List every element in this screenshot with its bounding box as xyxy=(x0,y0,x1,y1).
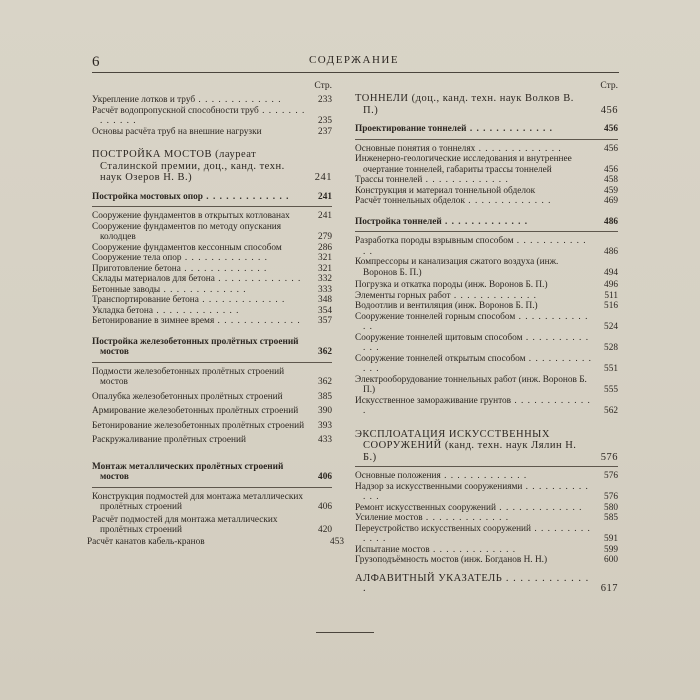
toc-entry-title: Транспортирование бетона . . . xyxy=(100,295,332,306)
toc-entry-title: Постройка мостовых опор . . . xyxy=(100,192,332,203)
toc-section-entry xyxy=(355,429,618,464)
toc-entry-page: 511 xyxy=(604,290,618,301)
toc-entry-page: 524 xyxy=(604,322,618,332)
toc-entry-page: 348 xyxy=(318,295,332,305)
toc-entry-title: Сооружение фундаментов кессонным способом xyxy=(92,242,282,253)
toc-entry-page: 321 xyxy=(318,253,332,263)
toc-entry-title: АЛФАВИТНЫЙ УКАЗАТЕЛЬ . . . xyxy=(363,574,618,595)
toc-entry xyxy=(92,127,332,138)
toc-entry-title: Армирование железобетонных пролётных строений xyxy=(92,406,299,416)
toc-entry xyxy=(355,354,618,375)
toc-entry-page: 516 xyxy=(604,301,618,311)
toc-entry-page: 420 xyxy=(318,525,332,535)
toc-entry-page: 456 xyxy=(604,164,618,175)
toc-entry xyxy=(355,333,618,354)
toc-entry xyxy=(355,513,618,524)
section-rule xyxy=(355,231,618,232)
toc-entry-page: 332 xyxy=(318,274,332,284)
toc-entry xyxy=(355,301,618,312)
toc-entry-page: 333 xyxy=(318,284,332,295)
toc-entry-page: 576 xyxy=(600,451,618,463)
toc-entry-title: Бетонные заводы . . . xyxy=(100,285,332,296)
page-column-label: Стр. xyxy=(600,81,618,91)
toc-entry-title: Приготовление бетона . . . xyxy=(100,264,332,275)
toc-entry-page: 562 xyxy=(604,406,618,416)
toc-entry-title: Конструкция и материал тоннельной обделок xyxy=(355,185,536,196)
toc-entry-title: Склады материалов для бетона . . . xyxy=(100,274,332,285)
toc-entry-page: 494 xyxy=(604,267,618,278)
toc-entry-page: 241 xyxy=(318,211,332,221)
toc-entry-title: Водоотлив и вентиляция (инж. Воронов Б. П.) xyxy=(355,301,538,311)
toc-entry-title: Сооружение фундаментов в открытых котлованах xyxy=(92,211,290,221)
toc-entry-title: Проектирование тоннелей . . . xyxy=(363,124,618,135)
toc-entry-page: 599 xyxy=(604,544,618,555)
toc-entry-title: Расчёт тоннельных обделок . . . xyxy=(363,196,618,207)
toc-entry-title: Бетонирование в зимнее время . . . xyxy=(100,316,332,327)
toc-entry xyxy=(92,316,332,327)
toc-entry-title: Постройка железобетонных пролётных строений мостов xyxy=(92,336,299,357)
toc-entry-title: Сооружение тоннелей открытым способом . . . xyxy=(363,354,618,375)
toc-entry-page: 456 xyxy=(604,143,618,154)
toc-section-entry xyxy=(355,574,618,595)
toc-entry xyxy=(92,285,332,296)
footer-rule xyxy=(316,632,374,633)
toc-entry-page: 453 xyxy=(330,536,344,547)
toc-entry-title: Монтаж металлических пролётных строений мостов xyxy=(92,461,284,482)
toc-entry-title: Сооружение тела опор . . . xyxy=(100,253,332,264)
toc-entry-title: Грузоподъёмность мостов (инж. Богданов Н. Н.) xyxy=(355,555,548,565)
toc-entry-page: 235 xyxy=(318,116,332,126)
toc-entry xyxy=(92,492,332,513)
toc-entry-page: 576 xyxy=(604,471,618,481)
page-title: СОДЕРЖАНИЕ xyxy=(308,54,400,66)
toc-entry-page: 321 xyxy=(318,263,332,274)
toc-entry-title: Сооружение тоннелей горным способом . . . xyxy=(363,312,618,333)
toc-entry-page: 496 xyxy=(604,280,618,290)
toc-entry xyxy=(92,264,332,275)
toc-entry-title: Опалубка железобетонных пролётных строений xyxy=(92,391,283,402)
toc-entry-title: Основы расчёта труб на внешние нагрузки xyxy=(92,126,262,137)
toc-entry xyxy=(92,211,332,222)
toc-entry xyxy=(355,482,618,503)
toc-entry xyxy=(92,274,332,285)
toc-entry-title: Укладка бетона . . . xyxy=(100,306,332,317)
section-rule xyxy=(355,139,618,140)
toc-entry-title: Электрооборудование тоннельных работ (инж. Воронов Б. П.) xyxy=(355,374,587,395)
toc-entry-page: 576 xyxy=(604,492,618,502)
toc-chapter-entry xyxy=(355,217,618,228)
toc-entry-page: 459 xyxy=(604,185,618,196)
page-number: 6 xyxy=(92,54,100,70)
toc-entry xyxy=(355,291,618,302)
toc-entry-page: 241 xyxy=(318,191,332,202)
toc-entry-page: 469 xyxy=(604,196,618,206)
toc-entry xyxy=(355,503,618,514)
toc-entry-title: ПОСТРОЙКА МОСТОВ (лауреат Сталинской премии, доц., канд. техн. наук Озеров Н. В.) xyxy=(92,149,285,183)
toc-entry xyxy=(92,222,332,243)
toc-entry-page: 551 xyxy=(604,364,618,374)
toc-chapter-entry xyxy=(92,192,332,203)
toc-entry-page: 555 xyxy=(604,385,618,395)
toc-entry xyxy=(92,95,332,106)
toc-entry-page: 357 xyxy=(318,316,332,326)
toc-entry-page: 458 xyxy=(604,175,618,185)
toc-entry xyxy=(355,144,618,155)
toc-entry xyxy=(92,392,332,403)
toc-entry-page: 580 xyxy=(604,502,618,513)
toc-entry xyxy=(355,312,618,333)
running-head xyxy=(92,50,616,74)
toc-entry-title: Конструкция подмостей для монтажа металлических пролётных строений xyxy=(92,491,303,512)
toc-entry-title: ЭКСПЛОАТАЦИЯ ИСКУССТВЕННЫХ СООРУЖЕНИЙ (канд. техн. наук Лялин Н. Б.) xyxy=(355,428,577,463)
toc-entry xyxy=(355,175,618,186)
page-column-label: Стр. xyxy=(314,81,332,91)
toc-entry xyxy=(92,421,332,432)
toc-entry-title: Усиление мостов . . . xyxy=(363,513,618,524)
toc-entry-page: 486 xyxy=(604,246,618,257)
toc-entry xyxy=(355,375,618,396)
toc-entry xyxy=(92,515,332,536)
toc-entry-title: Раскружаливание пролётных строений xyxy=(92,435,246,445)
toc-entry-title: Расчёт подмостей для монтажа металлических пролётных строений xyxy=(92,514,278,535)
toc-entry xyxy=(355,545,618,556)
toc-chapter-entry xyxy=(92,462,332,483)
toc-entry xyxy=(355,186,618,197)
toc-section-entry xyxy=(355,93,618,116)
toc-entry-page: 393 xyxy=(318,420,332,431)
toc-entry-page: 433 xyxy=(318,435,332,445)
toc-right-column xyxy=(355,80,618,595)
toc-entry xyxy=(355,524,618,545)
toc-entry xyxy=(92,406,332,417)
toc-entry-page: 279 xyxy=(318,232,332,242)
toc-left-column xyxy=(87,80,344,547)
toc-entry xyxy=(92,435,332,446)
toc-entry xyxy=(92,106,332,127)
toc-entry-title: Инженерно-геологические исследования и внутреннее очертание тоннелей, габариты трассы тоннелей xyxy=(355,154,572,175)
toc-entry xyxy=(87,536,344,548)
toc-entry-page: 237 xyxy=(318,126,332,137)
toc-entry-page: 390 xyxy=(318,406,332,416)
section-rule xyxy=(92,206,332,207)
toc-entry xyxy=(355,555,618,566)
toc-entry-page: 406 xyxy=(318,472,332,482)
toc-entry-title: Бетонирование железобетонных пролётных строений xyxy=(92,420,305,431)
toc-entry xyxy=(92,243,332,254)
toc-entry-title: Погрузка и откатка породы (инж. Воронов Б. П.) xyxy=(355,280,548,290)
toc-entry xyxy=(355,196,618,207)
toc-entry-page: 233 xyxy=(318,95,332,105)
toc-entry-title: Искусственное замораживание грунтов . . . xyxy=(363,396,618,417)
toc-entry xyxy=(355,257,618,278)
toc-chapter-entry xyxy=(92,337,332,358)
toc-entry-title: Сооружение тоннелей щитовым способом . . . xyxy=(363,333,618,354)
toc-entry xyxy=(355,236,618,257)
toc-entry-page: 486 xyxy=(604,216,618,227)
toc-entry-title: Элементы горных работ . . . xyxy=(363,291,618,302)
toc-entry-title: Основные понятия о тоннелях . . . xyxy=(363,144,618,155)
toc-entry-page: 362 xyxy=(318,377,332,387)
toc-entry-title: Подмости железобетонных пролётных строений мостов xyxy=(92,366,285,387)
toc-entry-title: Укрепление лотков и труб . . . xyxy=(100,95,332,106)
toc-entry-page: 528 xyxy=(604,343,618,353)
toc-entry-title: Основные положения . . . xyxy=(363,471,618,482)
toc-entry-page: 600 xyxy=(604,555,618,565)
toc-entry-page: 241 xyxy=(314,172,332,183)
header-rule xyxy=(92,72,619,73)
toc-chapter-entry xyxy=(355,124,618,135)
toc-entry-page: 354 xyxy=(318,305,332,316)
toc-entry xyxy=(355,471,618,482)
toc-entry-title: Надзор за искусственными сооружениями . . . xyxy=(363,482,618,503)
toc-entry-page: 591 xyxy=(604,534,618,544)
toc-entry-page: 406 xyxy=(318,502,332,512)
toc-entry xyxy=(92,367,332,388)
toc-entry-page: 617 xyxy=(600,583,618,594)
toc-entry-page: 456 xyxy=(600,104,618,116)
toc-entry-title: Расчёт водопропускной способности труб . . . xyxy=(100,106,332,127)
toc-entry-page: 362 xyxy=(318,347,332,357)
section-rule xyxy=(355,466,618,467)
toc-entry xyxy=(355,154,618,175)
section-rule xyxy=(92,362,332,363)
toc-entry-page: 385 xyxy=(318,391,332,402)
toc-entry xyxy=(355,396,618,417)
toc-entry-title: Трассы тоннелей . . . xyxy=(363,175,618,186)
toc-entry-title: Испытание мостов . . . xyxy=(363,545,618,556)
toc-entry xyxy=(92,306,332,317)
toc-entry-title: Переустройство искусственных сооружений . . . xyxy=(363,524,618,545)
toc-section-entry xyxy=(92,149,332,184)
toc-entry-title: Компрессоры и канализация сжатого воздуха (инж. Воронов Б. П.) xyxy=(355,257,559,278)
toc-entry-title: Расчёт канатов кабель-кранов xyxy=(87,536,205,547)
toc-entry-title: Ремонт искусственных сооружений . . . xyxy=(363,503,618,514)
toc-entry-title: Сооружение фундаментов по методу опускания колодцев xyxy=(92,221,282,242)
toc-entry xyxy=(92,253,332,264)
toc-entry-title: ТОННЕЛИ (доц., канд. техн. наук Волков В. П.) xyxy=(355,93,574,116)
toc-entry-title: Разработка породы взрывным способом . . . xyxy=(363,236,618,257)
toc-entry-title: Постройка тоннелей . . . xyxy=(363,217,618,228)
toc-entry-page: 456 xyxy=(604,124,618,134)
toc-entry-page: 585 xyxy=(604,513,618,523)
toc-entry xyxy=(92,295,332,306)
section-rule xyxy=(92,487,332,488)
toc-entry xyxy=(355,280,618,291)
toc-entry-page: 286 xyxy=(318,242,332,253)
